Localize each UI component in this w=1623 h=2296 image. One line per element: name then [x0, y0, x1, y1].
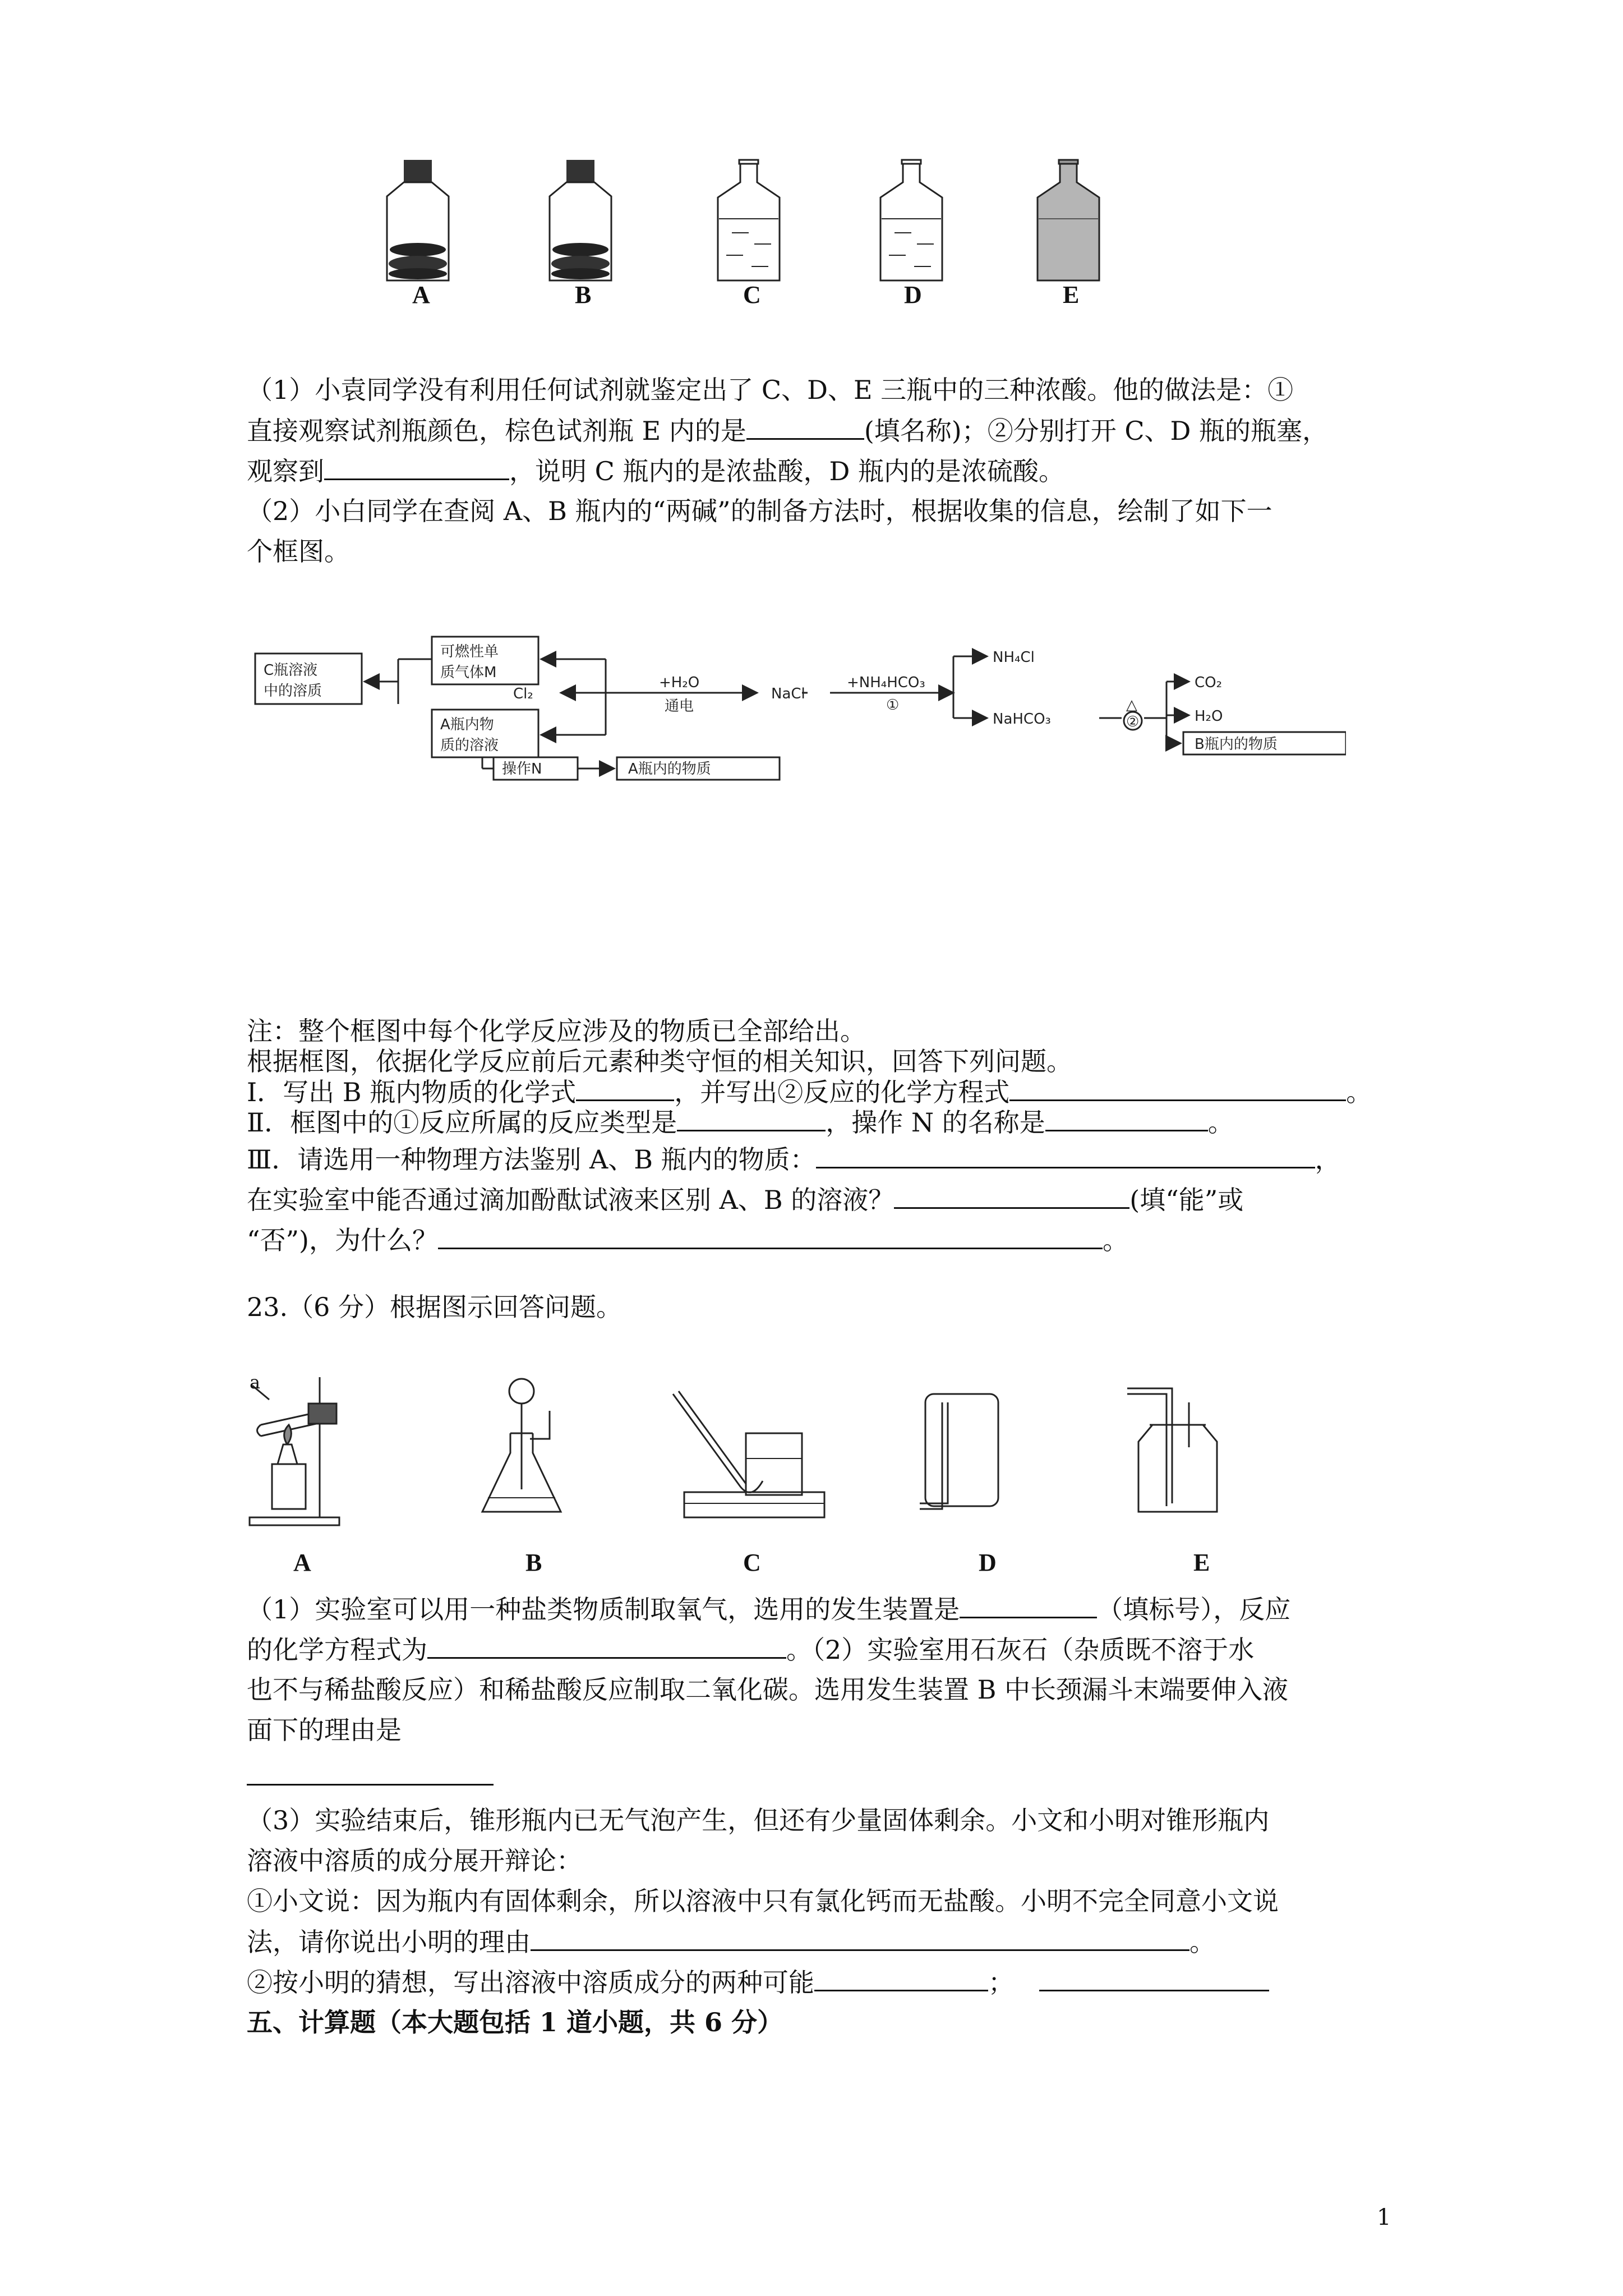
- q22-p2-line1: （2）小白同学在查阅 A、B 瓶内的“两碱”的制备方法时，根据收集的信息，绘制了如下一: [247, 496, 1272, 526]
- q22-ii-c: 。: [1207, 1107, 1234, 1138]
- lab-apparatus-figure: [247, 1369, 1256, 1537]
- fc-nacl: NaCl: [771, 685, 805, 702]
- section5-heading: 五、计算题（本大题包括 1 道小题，共 6 分）: [247, 2007, 783, 2037]
- q22-p1-line2: [247, 413, 1328, 448]
- q22-i-a: Ⅰ．写出 B 瓶内物质的化学式: [247, 1077, 577, 1107]
- reagent-bottles-figure: [370, 151, 1155, 314]
- q22-p1-line1: （1）小袁同学没有利用任何试剂就鉴定出了 C、D、E 三瓶中的三种浓酸。他的做法是：①: [247, 375, 1294, 405]
- q22-ii-b: ，操作 N 的名称是: [826, 1107, 1045, 1138]
- bottle-label-e: E: [1063, 281, 1080, 309]
- answer-blank-physical-method[interactable]: [816, 1142, 1315, 1168]
- fc-a-solution-1: A瓶内物: [440, 716, 494, 733]
- q22-p1-line3-a: 观察到: [247, 456, 324, 486]
- bottle-label-b: B: [575, 281, 592, 309]
- q23-p3-line5-a: ②按小明的猜想，写出溶液中溶质成分的两种可能: [247, 1967, 814, 1998]
- fc-a-solution-2: 质的溶液: [440, 737, 499, 754]
- tube-label-a: a: [250, 1372, 261, 1393]
- q23-p3-line4-b: 。: [1189, 1927, 1215, 1957]
- page-number: 1: [1377, 2205, 1391, 2230]
- preparation-flowchart: [247, 625, 1346, 783]
- answer-blank-observed[interactable]: [324, 454, 509, 480]
- q22-intro: 根据框图，依据化学反应前后元素种类守恒的相关知识，回答下列问题。: [247, 1046, 1072, 1076]
- q23-p3-line5-b: ；: [988, 1967, 1014, 1998]
- fc-op-n: 操作N: [502, 761, 542, 777]
- q23-p3-line5: [247, 1965, 1269, 1999]
- apparatus-label-d: D: [979, 1549, 997, 1576]
- answer-blank-can-or-not[interactable]: [894, 1182, 1129, 1209]
- q23-p1-line1-b: （填标号），反应: [1097, 1594, 1291, 1625]
- fc-co2: CO₂: [1195, 674, 1223, 691]
- bottle-c-icon: [718, 160, 780, 280]
- q22-ii: [247, 1105, 1234, 1139]
- answer-blank-possibility-1[interactable]: [814, 1965, 988, 1991]
- fc-nahco3: NaHCO₃: [993, 711, 1051, 728]
- q22-iii3-a: “否”)，为什么？: [247, 1225, 438, 1255]
- apparatus-d-icon: [920, 1394, 998, 1509]
- apparatus-b-icon: [482, 1379, 561, 1512]
- q22-p1-line2-a: 直接观察试剂瓶颜色，棕色试剂瓶 E 内的是: [247, 416, 746, 446]
- fc-step1: ①: [886, 697, 900, 714]
- fc-a-substance: A瓶内的物质: [628, 761, 711, 777]
- bottle-label-a: A: [412, 281, 430, 309]
- apparatus-label-c: C: [743, 1549, 761, 1576]
- answer-blank-funnel-reason[interactable]: [247, 1784, 494, 1786]
- q22-iii: [247, 1142, 1341, 1176]
- answer-blank-generator[interactable]: [960, 1592, 1097, 1618]
- apparatus-c-icon: [673, 1391, 824, 1517]
- bottle-d-icon: [880, 160, 942, 280]
- fc-nh4cl: NH₄Cl: [993, 649, 1035, 666]
- fc-gas-m-1: 可燃性单: [440, 643, 499, 660]
- answer-blank-reaction-type[interactable]: [677, 1105, 826, 1131]
- answer-blank-why[interactable]: [438, 1223, 1103, 1249]
- answer-blank-equation-2[interactable]: [1009, 1075, 1346, 1101]
- q23-p3-line2: 溶液中溶质的成分展开辩论：: [247, 1846, 582, 1876]
- q22-i: [247, 1075, 1372, 1109]
- fc-gas-m-2: 质气体M: [440, 664, 497, 681]
- q22-iii2-b: (填“能”或: [1129, 1185, 1244, 1215]
- apparatus-label-b: B: [525, 1549, 542, 1576]
- apparatus-label-a: A: [293, 1549, 311, 1576]
- q22-p1-line2-b: (填名称)；②分别打开 C、D 瓶的瓶塞，: [864, 416, 1329, 446]
- q23-p1-line2: [247, 1632, 1254, 1667]
- q23-p1-line1: [247, 1592, 1290, 1626]
- apparatus-label-e: E: [1193, 1549, 1210, 1576]
- bottle-b-icon: [550, 160, 611, 280]
- fc-cl2: Cl₂: [513, 685, 533, 702]
- q22-p1-line3-b: ，说明 C 瓶内的是浓盐酸，D 瓶内的是浓硫酸。: [509, 456, 1064, 486]
- fc-h2o-top: +H₂O: [659, 674, 700, 691]
- q23-p3-line4-a: 法，请你说出小明的理由: [247, 1927, 531, 1957]
- fc-b-substance: B瓶内的物质: [1195, 736, 1278, 753]
- q22-iii-b: ，: [1315, 1144, 1341, 1175]
- q22-iii-2: [247, 1182, 1243, 1217]
- q22-note: 注：整个框图中每个化学反应涉及的物质已全部给出。: [247, 1016, 866, 1046]
- q22-iii2-a: 在实验室中能否通过滴加酚酞试液来区别 A、B 的溶液？: [247, 1185, 895, 1215]
- q23-p1-line3: 也不与稀盐酸反应）和稀盐酸反应制取二氧化碳。选用发生装置 B 中长颈漏斗末端要伸入液: [247, 1674, 1289, 1705]
- q22-p2-line2: 个框图。: [247, 536, 350, 567]
- answer-blank-o2-equation[interactable]: [427, 1632, 786, 1659]
- fc-heat: △: [1126, 697, 1137, 714]
- q23-p3-line4: [247, 1925, 1215, 1959]
- answer-blank-operation-n[interactable]: [1045, 1105, 1208, 1131]
- bottle-label-c: C: [743, 281, 761, 309]
- q22-iii3-b: 。: [1102, 1225, 1128, 1255]
- bottle-e-icon: [1038, 160, 1099, 280]
- answer-blank-e-name[interactable]: [746, 413, 864, 440]
- fc-c-solute-1: C瓶溶液: [264, 662, 318, 679]
- q22-i-b: ，并写出②反应的化学方程式: [674, 1077, 1010, 1107]
- q23-p3-line3: ①小文说：因为瓶内有固体剩余，所以溶液中只有氯化钙而无盐酸。小明不完全同意小文说: [247, 1886, 1279, 1916]
- fc-step2: ②: [1126, 714, 1140, 730]
- q23-title: 23.（6 分）根据图示回答问题。: [247, 1292, 623, 1322]
- q23-p1-line4: 面下的理由是: [247, 1715, 402, 1745]
- q22-p1-line3: [247, 454, 1064, 488]
- answer-blank-b-formula[interactable]: [576, 1075, 674, 1101]
- q22-iii-3: [247, 1223, 1128, 1257]
- q22-iii-a: Ⅲ．请选用一种物理方法鉴别 A、B 瓶内的物质：: [247, 1144, 816, 1175]
- q23-p1-line1-a: （1）实验室可以用一种盐类物质制取氧气，选用的发生装置是: [247, 1594, 960, 1625]
- bottle-label-d: D: [904, 281, 922, 309]
- answer-blank-possibility-2[interactable]: [1039, 1965, 1269, 1991]
- apparatus-a-icon: [250, 1377, 339, 1525]
- bottle-a-icon: [387, 160, 449, 280]
- fc-c-solute-2: 中的溶质: [264, 683, 322, 700]
- q23-p3-line1: （3）实验结束后，锥形瓶内已无气泡产生，但还有少量固体剩余。小文和小明对锥形瓶内: [247, 1805, 1270, 1835]
- q22-ii-a: Ⅱ．框图中的①反应所属的反应类型是: [247, 1107, 677, 1138]
- fc-nh4hco3: +NH₄HCO₃: [847, 674, 925, 691]
- fc-h2o-bottom: 通电: [665, 698, 694, 715]
- answer-blank-xiaoming-reason[interactable]: [531, 1925, 1189, 1951]
- q22-i-c: 。: [1346, 1077, 1372, 1107]
- q23-p1-line2-b: 。（2）实验室用石灰石（杂质既不溶于水: [786, 1635, 1255, 1665]
- q23-p1-line2-a: 的化学方程式为: [247, 1635, 427, 1665]
- fc-h2o: H₂O: [1195, 708, 1223, 725]
- apparatus-e-icon: [1127, 1388, 1217, 1512]
